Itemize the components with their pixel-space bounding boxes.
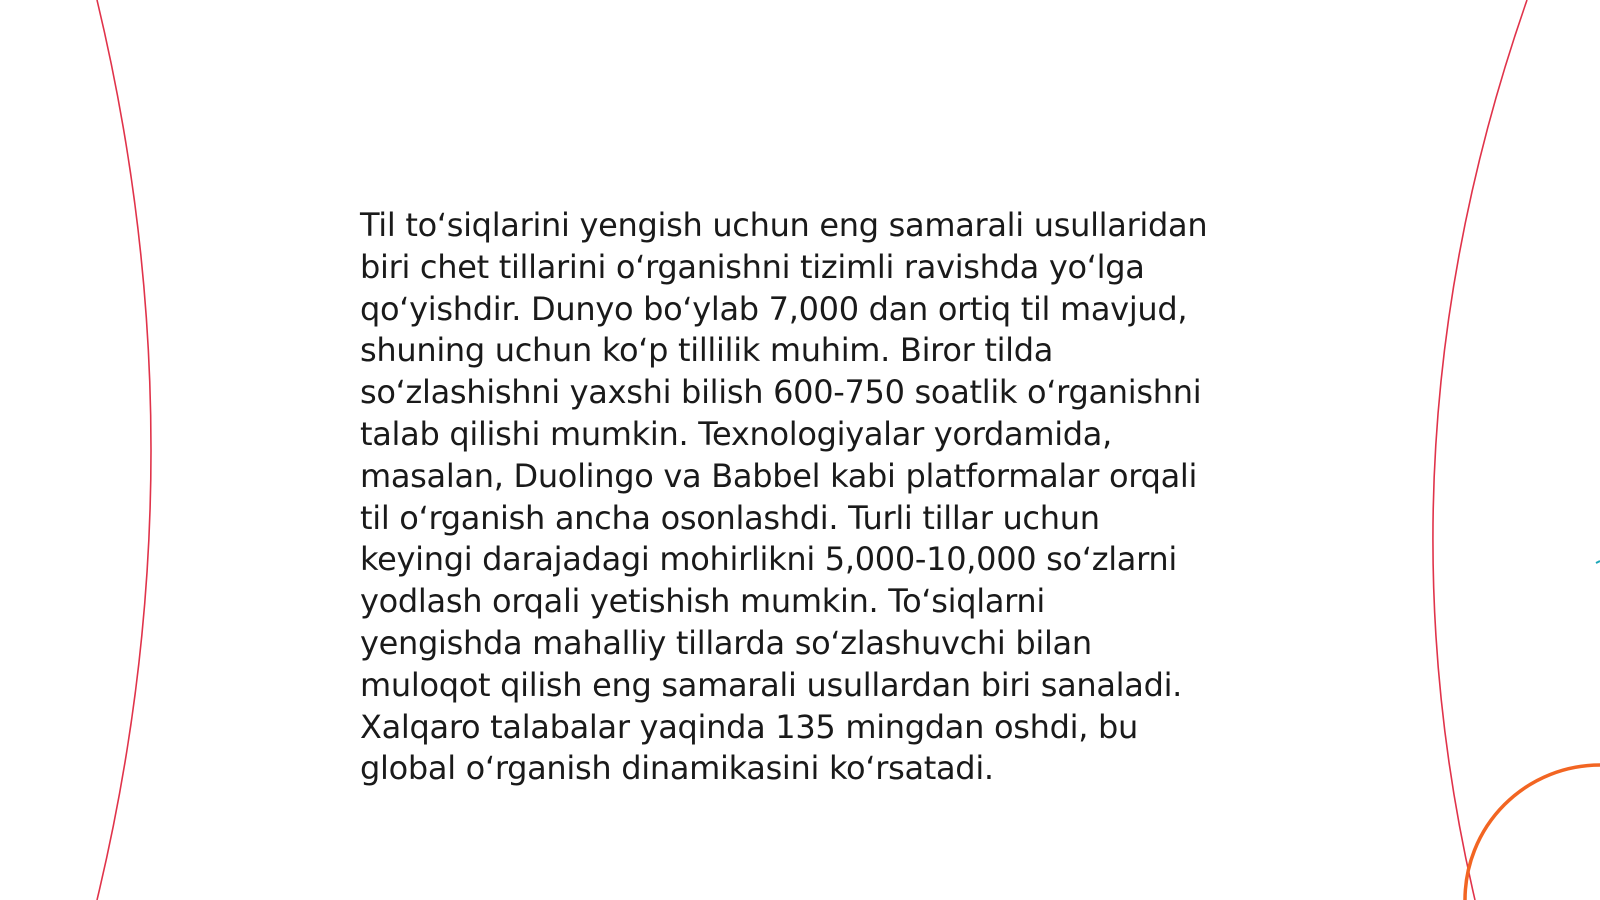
right-curve <box>1433 0 1527 900</box>
body-text: Til to‘siqlarini yengish uchun eng samarali usullaridan biri chet tillarini o‘rganishni tizimli ravishda yo‘lga qo‘yishdir. Dunyo bo‘ylab 7,000 dan ortiq til mavjud, shuning uchun ko‘p tillilik muhim. Biror tilda so‘zlashishni yaxshi bilish 600-750 soatlik o‘rganishni talab qilishi mumkin. Texnologiyalar yordamida, masalan, Duolingo va Babbel kabi platformalar orqali til o‘rganish ancha osonlashdi. Turli tillar uchun keyingi darajadagi mohirlikni 5,000-10,000 so‘zlarni yodlash orqali yetishish mumkin. To‘siqlarni yengishda mahalliy tillarda so‘zlashuvchi bilan muloqot qilish eng samarali usullardan biri sanaladi. Xalqaro talabalar yaqinda 135 mingdan oshdi, bu global o‘rganish dinamikasini ko‘rsatadi. <box>360 206 1208 788</box>
left-curve <box>97 0 151 900</box>
orange-arc <box>1465 765 1600 900</box>
teal-accent-mark <box>1596 561 1600 563</box>
